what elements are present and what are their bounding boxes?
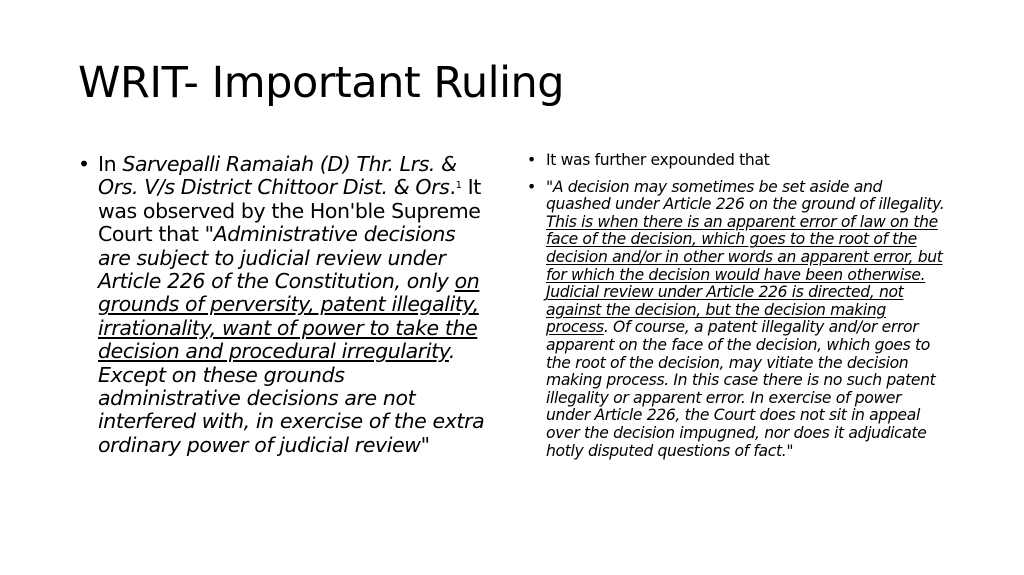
left-column <box>78 153 490 457</box>
quote-underlined: on grounds of perversity, patent illegality, irrationality, want of power to take the decision and procedural irregularity <box>98 269 480 364</box>
bullet-icon: • <box>527 151 536 169</box>
quote-end: . Except on these grounds administrative decisions are not interfered with, in exercise of the extra ordinary power of judicial review" <box>98 339 485 457</box>
right-bullet-item-1 <box>526 152 946 170</box>
right-column <box>526 152 946 460</box>
bullet-icon: • <box>527 177 536 196</box>
quote-start: "A decision may sometimes be set aside and quashed under Article 226 on the ground of illegality. <box>546 177 945 214</box>
footnote-marker: 1 <box>455 180 462 192</box>
case-period: . <box>449 175 456 200</box>
quote-start: "Administrative decisions are subject to judicial review under Article 226 of the Constitution, only <box>98 222 456 294</box>
text-in: In <box>98 152 123 176</box>
quote-underlined: This is when there is an apparent error of law on the face of the decision, which goes to the root of the decision and/or in other words an apparent error, but for which the decision would have been otherwise. Judicial review under Article 226 is directed, not against the decision, but the decision making process <box>546 212 943 337</box>
right-bullet-list <box>526 152 946 460</box>
expounded-text: It was further expounded that <box>546 151 770 169</box>
bullet-icon: • <box>78 152 90 176</box>
slide-title: WRIT- Important Ruling <box>78 58 565 108</box>
right-bullet-item-2 <box>526 179 946 461</box>
observed-text: It was observed by the Hon'ble Supreme Court that <box>98 175 481 247</box>
left-bullet-list <box>78 153 490 457</box>
left-bullet-item <box>78 153 490 457</box>
case-name: Sarvepalli Ramaiah (D) Thr. Lrs. & Ors. V/s District Chittoor Dist. & Ors <box>98 152 457 200</box>
quote-end: . Of course, a patent illegality and/or error apparent on the face of the decision, which goes to the root of the decision, may vitiate the decision making process. In this case there is no such patent illegality or apparent error. In exercise of power under Article 226, the Court does not sit in appeal over the decision impugned, nor does it adjudicate hotly disputed questions of fact." <box>546 318 936 460</box>
